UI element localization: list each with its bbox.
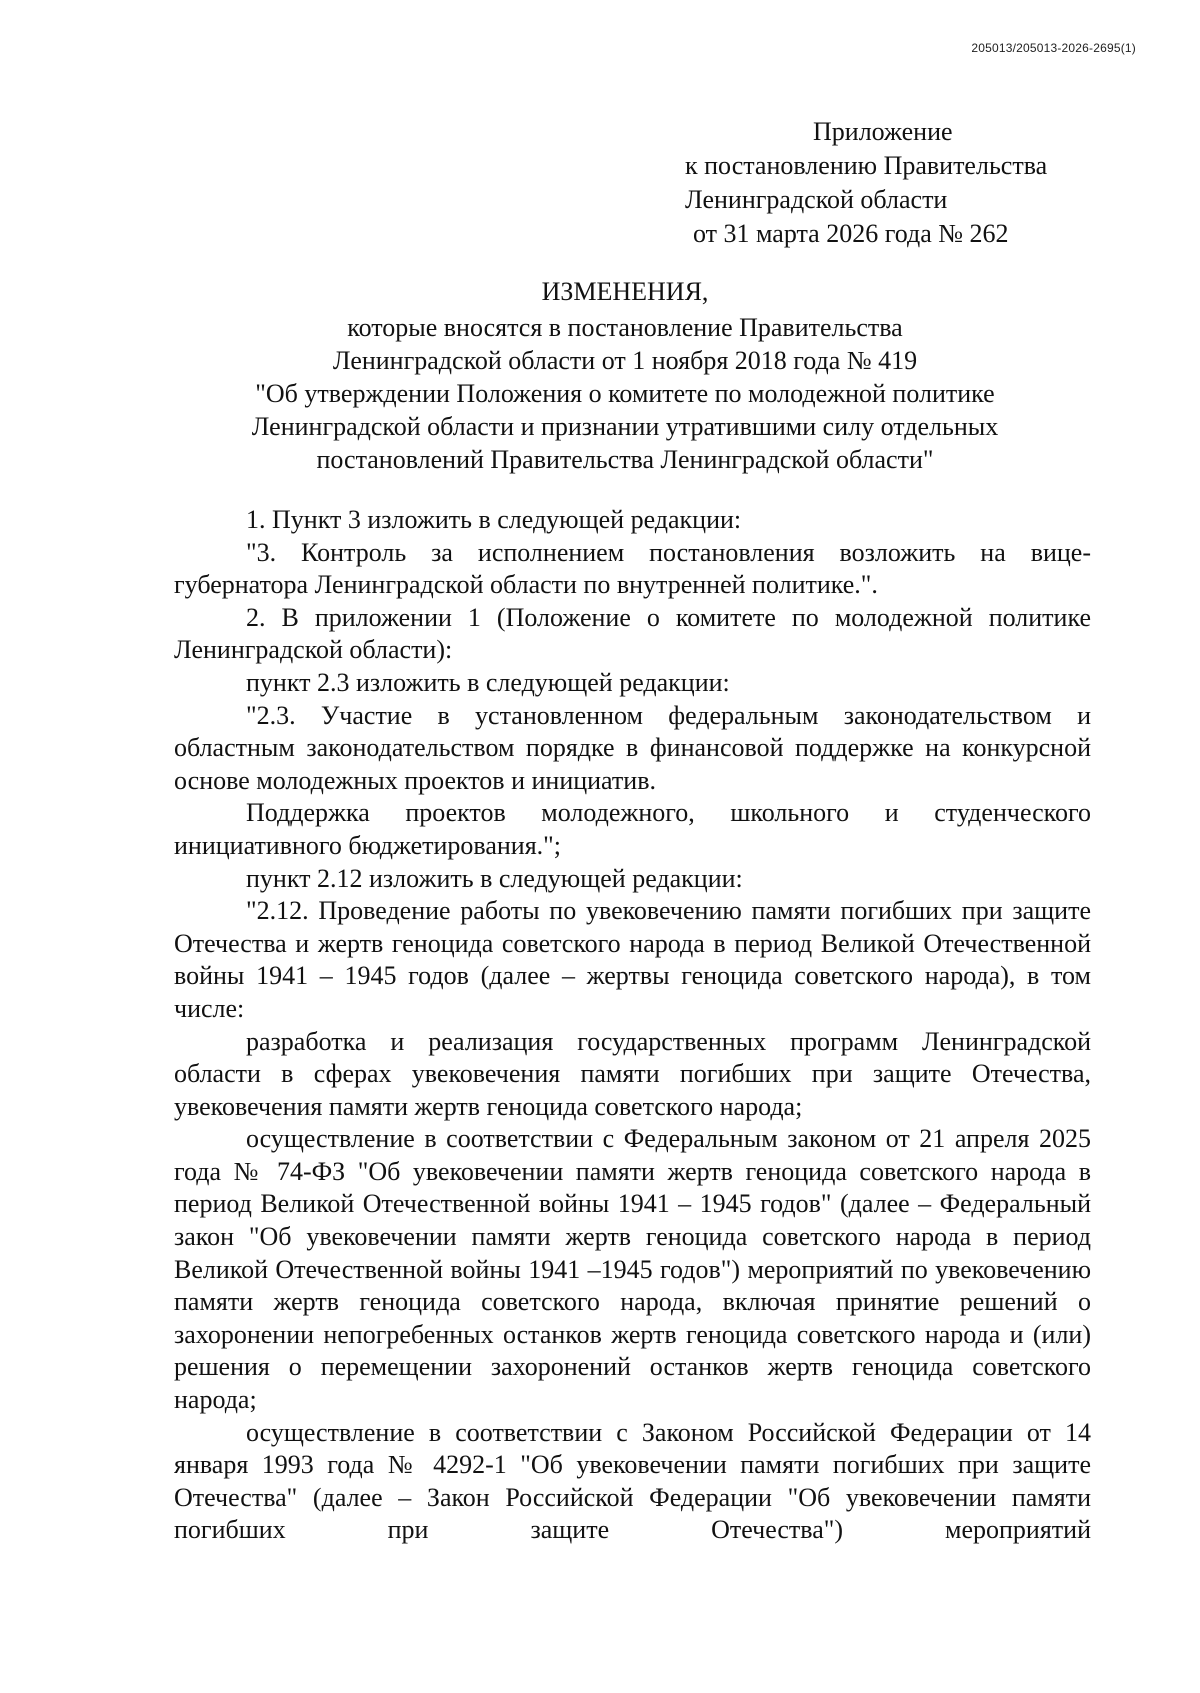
- document-title: ИЗМЕНЕНИЯ,: [541, 277, 709, 306]
- appendix-region-line: Ленинградской области: [685, 185, 948, 214]
- body-paragraph: разработка и реализация государственных программ Ленинградской области в сферах увековечения памяти погибших при защите Отечества, увековечения памяти жертв геноцида советского народа;: [174, 1026, 1091, 1121]
- body-paragraph: осуществление в соответствии с Законом Российской Федерации от 14 января 1993 года № 4292-1 "Об увековечении памяти погибших при защите Отечества" (далее – Закон Российской Федерации "Об увековечении памяти погибших при защите Отечества") мероприятий: [174, 1417, 1091, 1545]
- heading-line: Ленинградской области и признании утратившими силу отдельных: [251, 412, 999, 441]
- body-paragraph: осуществление в соответствии с Федеральным законом от 21 апреля 2025 года № 74-ФЗ "Об увековечении памяти жертв геноцида советского народа в период Великой Отечественной войны 1941 – 1945 годов" (далее – Федеральный закон "Об увековечении памяти жертв геноцида советского народа в период Великой Отечественной войны 1941 –1945 годов") мероприятий по увековечению памяти жертв геноцида советского народа, включая принятие решений о захоронении непогребенных останков жертв геноцида советского народа и (или) решения о перемещении захоронений останков жертв геноцида советского народа;: [174, 1124, 1091, 1415]
- heading-line: которые вносятся в постановление Правительства: [347, 313, 903, 342]
- appendix-resolution-line: к постановлению Правительства: [685, 151, 1048, 180]
- document-registration-number: 205013/205013-2026-2695(1): [971, 41, 1136, 55]
- body-paragraph: "2.12. Проведение работы по увековечению памяти погибших при защите Отечества и жертв геноцида советского народа в период Великой Отечественной войны 1941 – 1945 годов (далее – жертвы геноцида советского народа), в том числе:: [174, 896, 1091, 1023]
- heading-line: постановлений Правительства Ленинградской области": [316, 445, 934, 474]
- body-paragraph: пункт 2.12 изложить в следующей редакции:: [246, 863, 743, 893]
- body-paragraph: "2.3. Участие в установленном федеральным законодательством и областным законодательством порядке в финансовой поддержке на конкурсной основе молодежных проектов и инициатив.: [174, 700, 1091, 795]
- appendix-header: [685, 115, 1165, 251]
- heading-line: Ленинградской области от 1 ноября 2018 года № 419: [332, 346, 918, 375]
- body-paragraph: 2. В приложении 1 (Положение о комитете по молодежной политике Ленинградской области):: [174, 602, 1091, 665]
- document-body: [174, 504, 1091, 1547]
- body-paragraph: пункт 2.3 изложить в следующей редакции:: [246, 667, 730, 697]
- appendix-label: Приложение: [813, 117, 953, 146]
- body-paragraph: "3. Контроль за исполнением постановления возложить на вице-губернатора Ленинградской области по внутренней политике.".: [174, 537, 1091, 600]
- heading-line: "Об утверждении Положения о комитете по молодежной политике: [255, 379, 995, 408]
- document-heading: [160, 275, 1090, 476]
- body-paragraph: 1. Пункт 3 изложить в следующей редакции:: [246, 505, 742, 534]
- body-paragraph: Поддержка проектов молодежного, школьного и студенческого инициативного бюджетирования.";: [174, 798, 1091, 860]
- appendix-date-number: от 31 марта 2026 года № 262: [693, 219, 1009, 248]
